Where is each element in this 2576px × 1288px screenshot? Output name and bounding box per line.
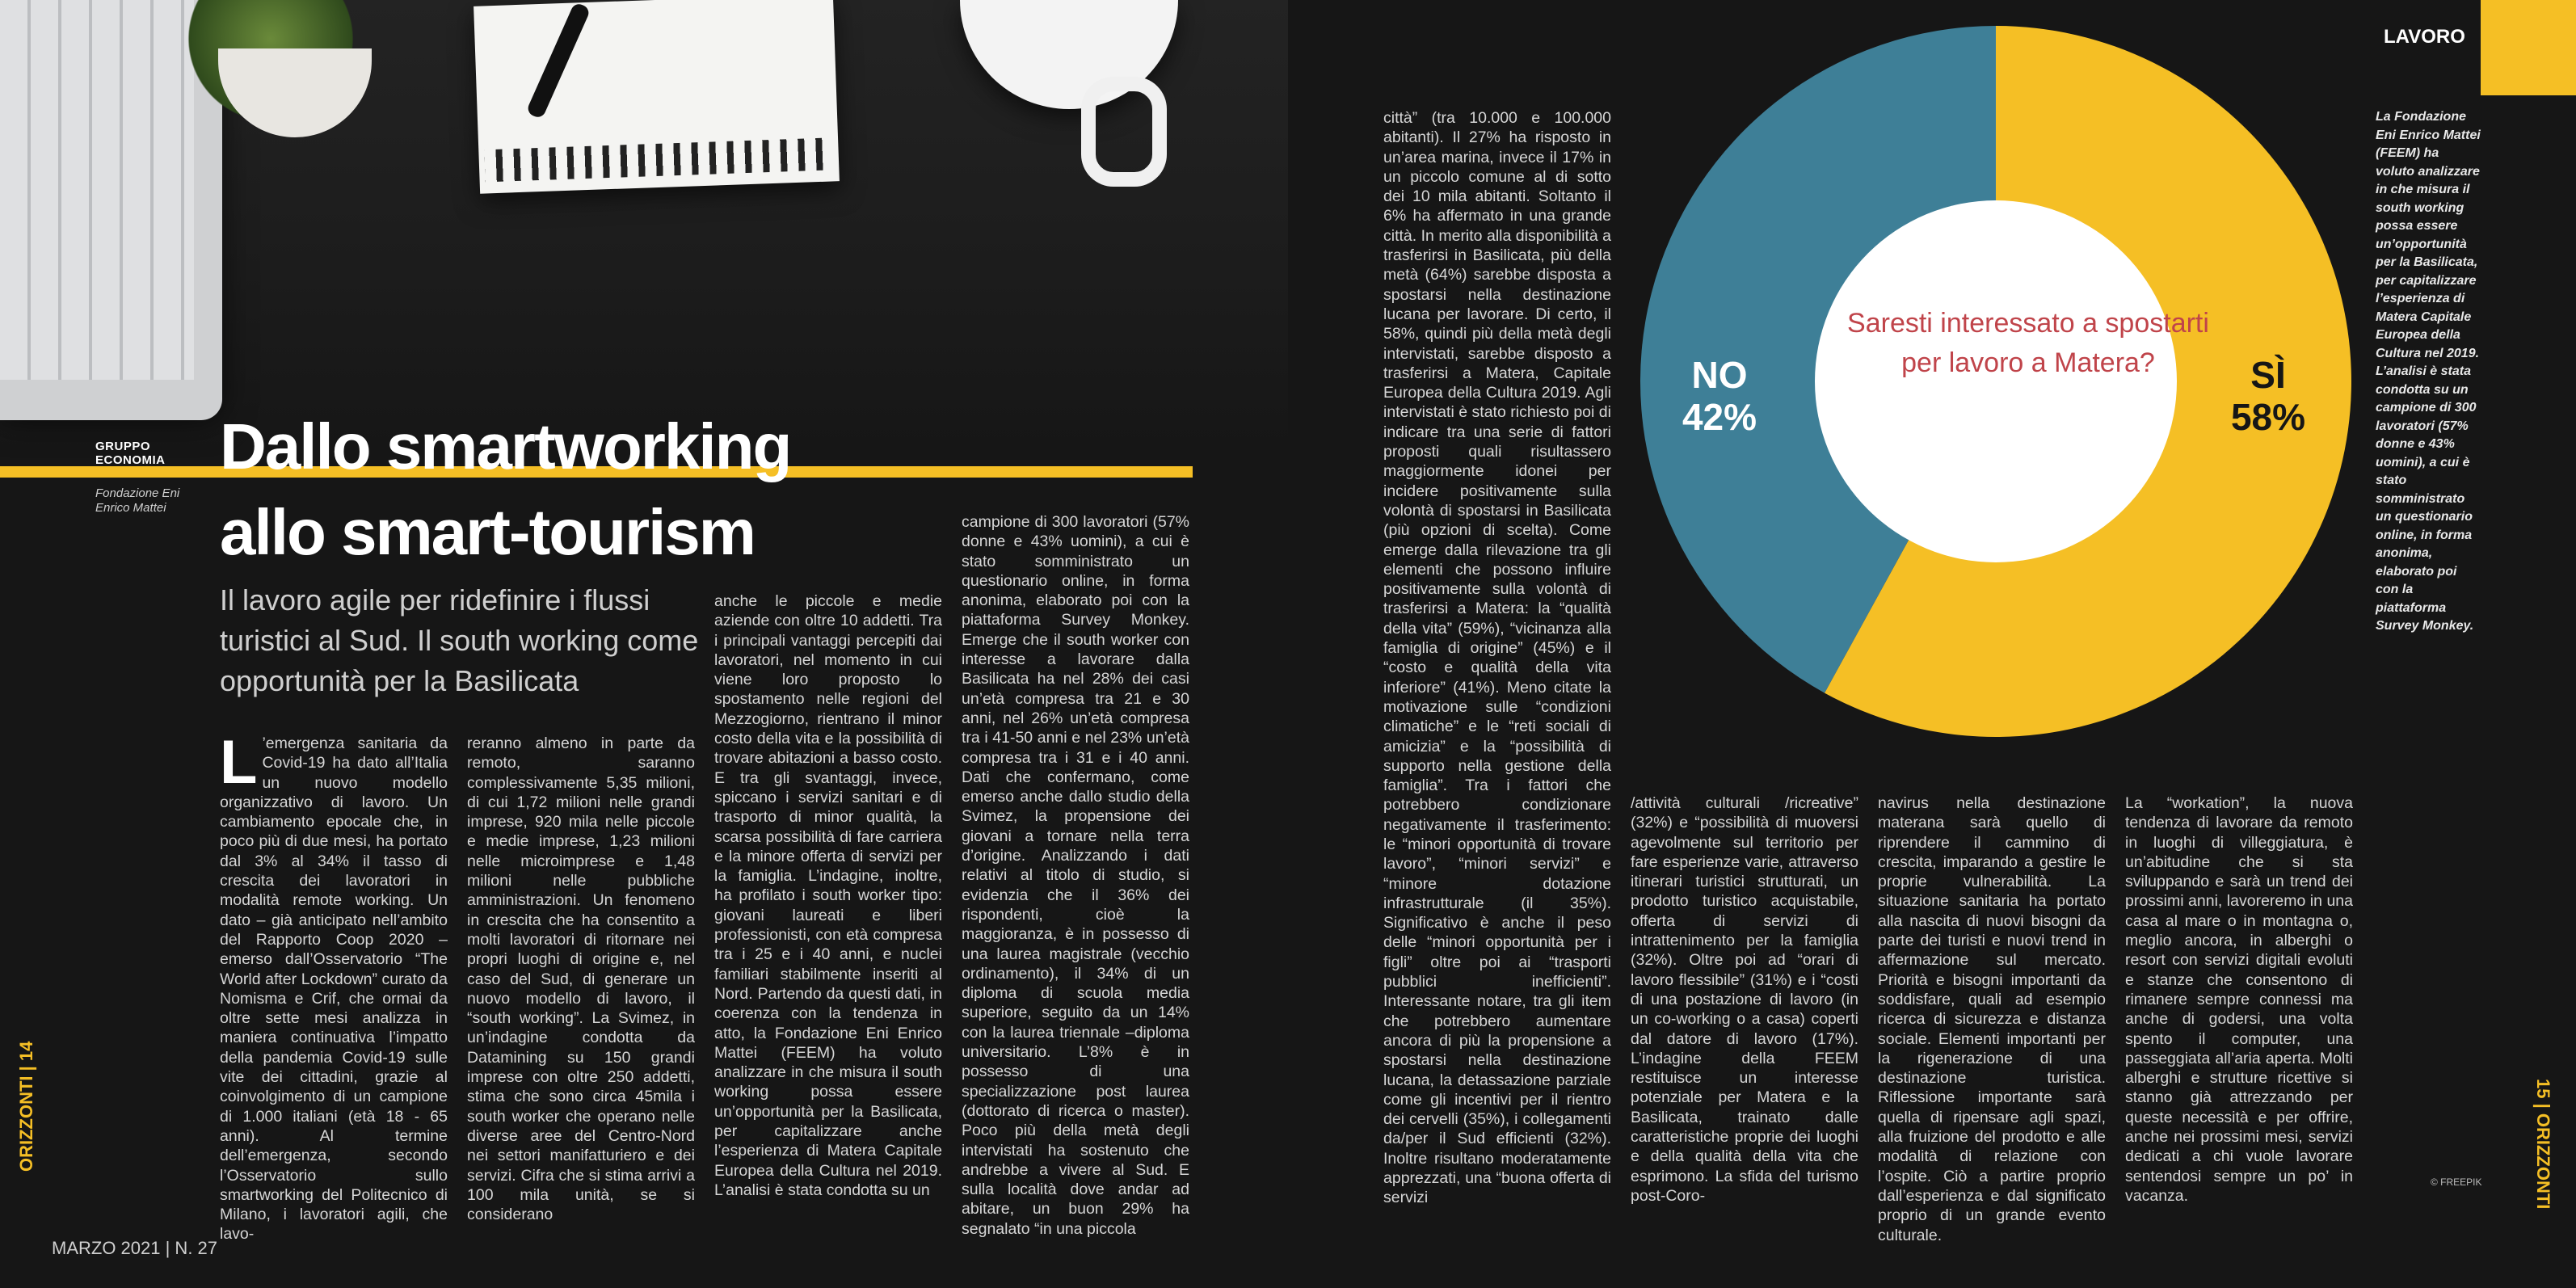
article-column-4: campione di 300 lavoratori (57% donne e 43% uomini), a cui è stato somministrato un questionario online, in forma anonima, elaborato poi con la piattaforma Survey Monkey. Emerge che il south worker con interesse a lavorare dalla Basilicata ha nel 28% dei casi un’età compresa tra 21 e 30 anni, nel 26% un’età compresa tra i 41-50 anni e nel 23% un’età compresa tra i 31 e i 40 anni. Dati che confermano, come emerso anche dallo studio della Svimez, la propensione dei giovani a tornare nella terra d’origine. Analizzando i dati relativi al titolo di studio, si evidenzia che il 36% dei rispondenti, cioè la maggioranza, è in possesso di una laurea magistrale (vecchio ordinamento), il 34% di un diploma di scuola media superiore, seguito da un 14% con la laurea triennale –diploma universitario. L’8% è in possesso di una specializzazione post laurea (dottorato di ricerca o master). Poco più della metà degli intervistati ha sostenuto che andrebbe a vivere al Sud. E sulla località dove andar ad abitare, un buon 29% ha segnalato “in una piccola bbox=[962, 513, 1189, 1238]
label-no: NO 42% bbox=[1682, 354, 1757, 438]
article-title: Dallo smartworking allo smart-tourism bbox=[220, 410, 791, 568]
issue-label: MARZO 2021 | N. 27 bbox=[52, 1238, 218, 1258]
section-label: LAVORO bbox=[2384, 26, 2465, 48]
chart-question: Saresti interessato a spostarti per lavoro a Matera? bbox=[1847, 308, 2209, 378]
photo-caption: La Fondazione Eni Enrico Mattei (FEEM) ha voluto analizzare in che misura il south working possa essere un’opportunità per la Basilicata, per capitalizzare l’esperienza di Matera Capitale Europea della Cultura nel 2019. L’analisi è stata condotta su un campione di 300 lavoratori (57% donne e 43% uomini), a cui è stato somministrato un questionario online, in forma anonima, elaborato poi con la piattaforma Survey Monkey. bbox=[2376, 110, 2481, 633]
foundation-label: Fondazione Eni Enrico Mattei bbox=[95, 486, 180, 515]
folio-left: ORIZZONTI | 14 bbox=[16, 1041, 36, 1172]
article-column-7: navirus nella destinazione materana sarà quello di riprendere il cammino di crescita, imparando a gestire le proprie vulnerabilità. La situazione sanitaria ha portato alla nascita di nuovi bisogni da parte dei turisti e nuovi trend in affermazione sul mercato. Priorità e bisogni importanti da soddisfare, quali ad esempio ricerca di sicurezza e distanza sociale. Elementi importanti per la rigenerazione di una destinazione turistica. Riflessione importante sarà quella di ripensare agli spazi, alla fruizione del prodotto e alle modalità di relazione con l’ospite. Ciò a partire proprio dall’esperienza e dal significato proprio di un grande evento culturale. bbox=[1878, 794, 2106, 1244]
label-si: SÌ 58% bbox=[2230, 354, 2306, 438]
dropcap: L bbox=[220, 728, 258, 797]
article-column-3: anche le piccole e medie aziende con oltre 10 addetti. Tra i principali vantaggi percepiti dai lavoratori, nel momento in cui viene loro proposto lo spostamento nelle regioni del Mezzogiorno, rientrano il minor costo della vita e la possibilità di trovare abitazioni a basso costo. E tra gli svantaggi, invece, spiccano i servizi sanitari e di trasporto di minor qualità, la scarsa possibilità di fare carriera e la minore offerta di servizi per la famiglia. L’indagine, inoltre, ha profilato i south worker tipo: giovani laureati e liberi professionisti, con età compresa tra i 25 e i 40 anni, e nuclei familiari stabilmente inseriti al Nord. Partendo da questi dati, in coerenza con la tendenza in atto, la Fondazione Eni Enrico Mattei (FEEM) ha voluto analizzare in che misura il south working possa essere un’opportunità per la Basilicata, per capitalizzare anche l’esperienza di Matera Capitale Europea della Cultura nel 2019. L’analisi è stata condotta su un bbox=[714, 592, 942, 1199]
article-column-1: L ’emergenza sanitaria da Covid-19 ha dato all’Italia un nuovo modello organizzativo di lavoro. Un cambiamento epocale che, in poco più di due mesi, ha portato dal 3% al 34% il tasso di crescita dei lavoratori in modalità remote working. Un dato – già anticipato nell’ambito del Rapporto Coop 2020 – emerso dall’Osservatorio “The World after Lockdown” curato da Nomisma e Crif, che ormai da oltre sette mesi analizza in maniera continuativa l’impatto della pandemia Covid-19 sulle vite dei cittadini, grazie al coinvolgimento di un campione di 1.000 italiani (età 18 - 65 anni). Al termine dell’emergenza, secondo l’Osservatorio sullo smartworking del Politecnico di Milano, i lavoratori agili, che lavo- bbox=[220, 728, 448, 1244]
mug-handle bbox=[1081, 77, 1167, 187]
yellow-corner bbox=[2481, 0, 2576, 95]
article-subtitle: Il lavoro agile per ridefinire i flussi turistici al Sud. Il south working come opportunità per la Basilicata bbox=[220, 583, 699, 697]
article-column-5: città” (tra 10.000 e 100.000 abitanti). Il 27% ha risposto in un’area marina, invece il 17% in un piccolo comune al di sotto dei 10 mila abitanti. Soltanto il 6% ha affermato in una grande città. In merito alla disponibilità a trasferirsi in Basilicata, più della metà (64%) sarebbe disposta a spostarsi nella destinazione lucana per lavorare. Di certo, il 58%, quindi più della metà degli intervistati, sarebbe disposto a trasferirsi a Matera, Capitale Europea della Cultura 2019. Agli intervistati è stato richiesto poi di indicare tra una serie di fattori proposti quali risultassero maggiormente idonei per incidere positivamente sulla volontà di spostarsi in Basilicata (più opzioni di scelta). Come emerge dalla rilevazione tra gli elementi che possono influire positivamente sulla volontà di trasferirsi a Matera: la “qualità della vita” (59%), “vicinanza alla famiglia di origine” (45%) e il “costo e qualità della vita inferiore” (41%). Meno citate la motivazione sulle “condizioni climatiche” e le “reti sociali di amicizia” e la “possibilità di supporto nella gestione della famiglia”. Tra i fattori che potrebbero condizionare negativamente il trasferimento: le “minori opportunità di trovare lavoro”, “minori servizi” e “minore dotazione infrastrutturale (il 35%). Significativo è anche il peso delle “minori opportunità per i figli” oltre poi ai “trasporti pubblici inefficienti”. Interessante notare, tra gli item che potrebbero aumentare ancora di più la propensione a spostarsi nella destinazione lucana, la detassazione parziale come gli incentivi per il rientro dei cervelli (35%), i collegamenti da/per il Sud efficienti (32%). Inoltre risultano moderatamente apprezzati, una “buona offerta di servizi bbox=[1383, 109, 1611, 1207]
article-column-2: reranno almeno in parte da remoto, saranno complessivamente 5,35 milioni, di cui 1,72 milioni nelle grandi imprese, 920 mila nelle piccole e medie imprese, 1,23 milioni nelle microimprese e 1,48 milioni nelle pubbliche amministrazioni. Un fenomeno in crescita che ha consentito a molti lavoratori di ritornare nei propri luoghi di origine e, nel caso del Sud, di generare un nuovo modello di lavoro, il “south working”. La Svimez, in un’indagine condotta da Datamining su 150 grandi imprese con oltre 250 addetti, stima che sono circa 45mila i south worker che operano nelle diverse aree del Centro-Nord nei settori manifatturiero e dei servizi. Cifra che si stima arrivi a 100 mila unità, se si considerano bbox=[467, 734, 695, 1224]
group-label: GRUPPO ECONOMIA bbox=[95, 440, 166, 467]
folio-right: 15 | ORIZZONTI bbox=[2533, 1079, 2553, 1210]
photo-credit: © FREEPIK bbox=[2431, 1176, 2482, 1188]
article-column-8: La “workation”, la nuova tendenza di lavorare da remoto in luoghi di villeggiatura, è un’abitudine che si sta sviluppando e sarà un trend dei prossimi anni, lavoreremo in una casa al mare o in montagna o, meglio ancora, in alberghi o resort con servizi digitali evoluti e stanze che consentono di rimanere sempre connessi ma anche di godersi, una volta spento il computer, una passeggiata all’aria aperta. Molti alberghi e strutture ricettive si stanno già attrezzando per queste necessità e per offrire, anche nei prossimi mesi, servizi dedicati a chi vuole lavorare sentendosi sempre un po’ in vacanza. bbox=[2125, 794, 2353, 1205]
article-column-6: /attività culturali /ricreative” (32%) e “possibilità di muoversi agevolmente sul territorio per fare esperienze varie, attraverso itinerari turistici strutturati, un prodotto turistico acquistabile, offerta di servizi di intrattenimento per la famiglia (32%). Oltre poi ad “orari di lavoro flessibile” (31%) e i “costi di una postazione di lavoro (in un co-working o a casa) coperti dal datore di lavoro (17%). L’indagine della FEEM restituisce un interesse potenziale per Matera e la Basilicata, trainato dalle caratteristiche proprie dei luoghi e della qualità della vita che esprimono. La sfida del turismo post-Coro- bbox=[1631, 794, 1858, 1205]
